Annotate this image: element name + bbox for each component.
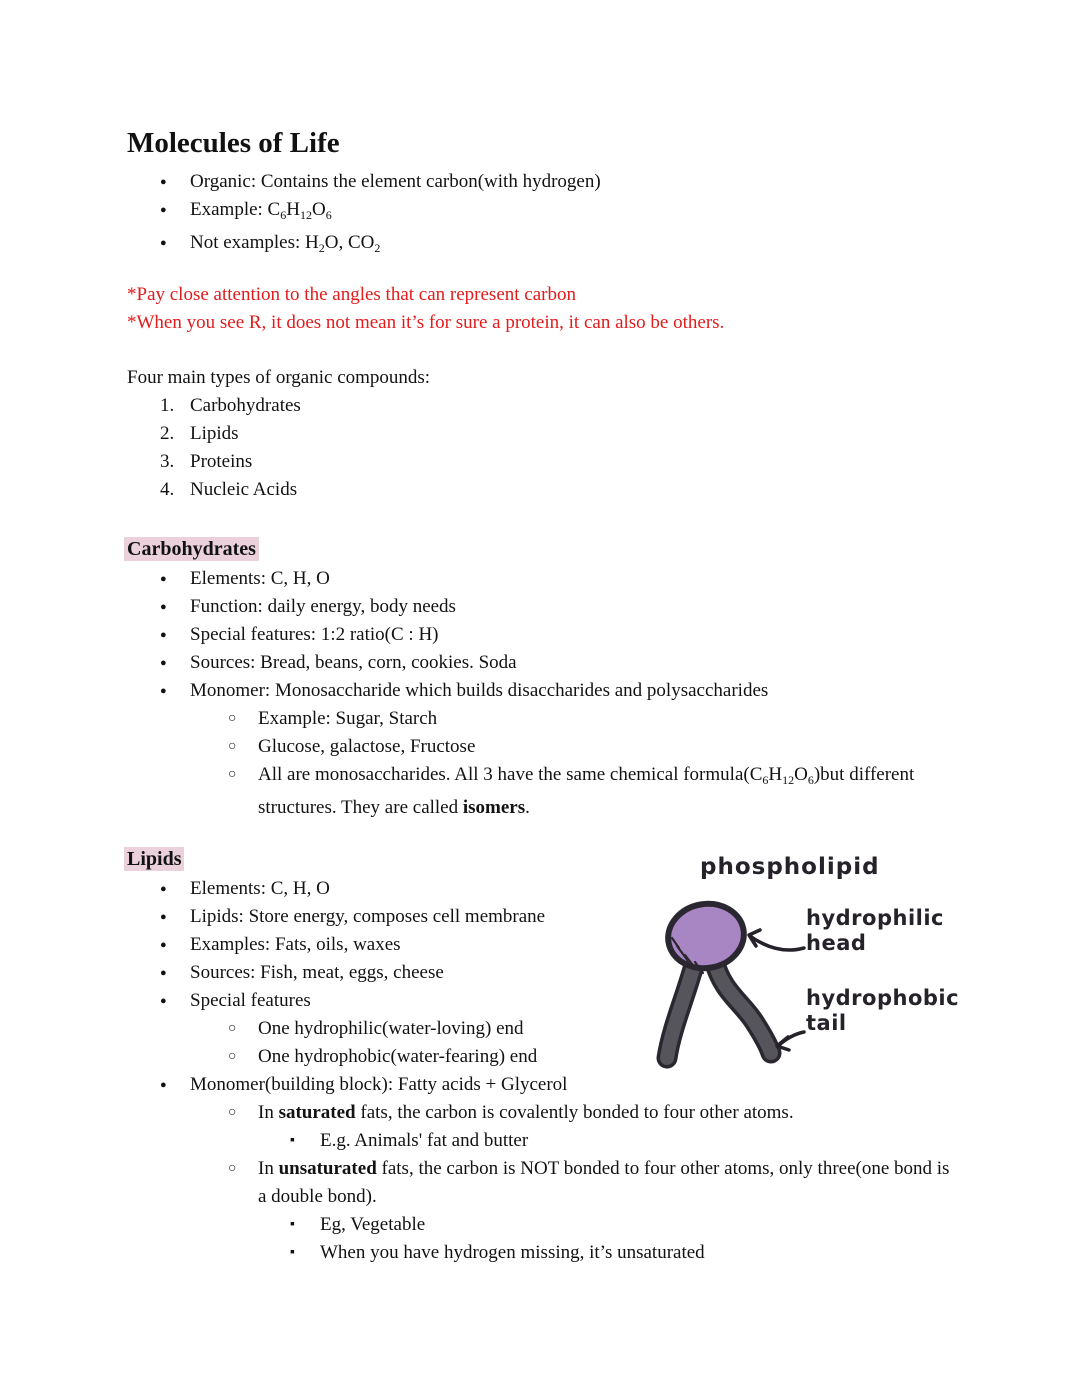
list-item-text: Monomer: Monosaccharide which builds disaccharides and polysaccharides	[190, 680, 769, 701]
bullet-disc-icon: ●	[160, 176, 167, 188]
list-item	[127, 565, 957, 593]
list-item-text: Elements: C, H, O	[190, 878, 330, 899]
bullet-disc-icon: ●	[160, 685, 167, 697]
bullet-circle-icon: ○	[228, 711, 237, 726]
bullet-circle-icon: ○	[228, 1161, 237, 1176]
list-item-text: Special features	[190, 990, 311, 1011]
list-item	[127, 168, 957, 196]
list-item-text: Example: Sugar, Starch	[258, 708, 438, 729]
list-item-text: E.g. Animals' fat and butter	[320, 1130, 529, 1151]
bullet-circle-icon: ○	[228, 1049, 237, 1064]
numbered-item-text: Nucleic Acids	[190, 479, 298, 500]
bullet-circle-icon: ○	[228, 1021, 237, 1036]
tail-arrow	[777, 1032, 804, 1050]
list-item-text: Special features: 1:2 ratio(C : H)	[190, 624, 439, 645]
label-line: tail	[806, 1011, 847, 1035]
list-item-text: Sources: Bread, beans, corn, cookies. Soda	[190, 652, 517, 673]
bullet-disc-icon: ●	[160, 1079, 167, 1091]
number-label: 3.	[160, 451, 175, 472]
list-item	[127, 229, 957, 262]
list-item-text: One hydrophobic(water-fearing) end	[258, 1046, 538, 1067]
list-item	[127, 593, 957, 621]
list-item-text: Monomer(building block): Fatty acids + Glycerol	[190, 1074, 568, 1095]
list-item-text: Eg, Vegetable	[320, 1214, 426, 1235]
bullet-disc-icon: ●	[160, 237, 167, 249]
list-item	[127, 1211, 957, 1239]
figure-caption: phospholipid	[700, 854, 880, 880]
bullet-circle-icon: ○	[228, 739, 237, 754]
bullet-square-icon: ▪	[290, 1245, 295, 1260]
bullet-disc-icon: ●	[160, 204, 167, 216]
list-item-text: All are monosaccharides. All 3 have the same chemical $formula(C_6H_{12}O_6)but$ different structures. They are called isomers.	[258, 764, 915, 818]
page-title: Molecules of Life	[127, 127, 340, 159]
hydrophobic-tail-label	[806, 986, 959, 1036]
warning-notes	[127, 281, 957, 337]
list-item	[127, 705, 957, 733]
numbered-item	[127, 392, 957, 420]
hydrophilic-head-label	[806, 906, 944, 956]
bullet-disc-icon: ●	[160, 629, 167, 641]
list-item-text: Organic: Contains the element carbon(with hydrogen)	[190, 171, 601, 192]
head-arrow	[749, 930, 804, 950]
list-item	[127, 761, 957, 822]
bullet-disc-icon: ●	[160, 573, 167, 585]
numbered-item-text: Proteins	[190, 451, 253, 472]
label-line: hydrophilic	[806, 906, 944, 930]
list-item-text: Elements: C, H, O	[190, 568, 330, 589]
bullet-square-icon: ▪	[290, 1133, 295, 1148]
list-item-text: Glucose, galactose, Fructose	[258, 736, 476, 757]
number-label: 2.	[160, 423, 175, 444]
list-item-text: Example: $C_6H_{12}O_6$	[190, 199, 332, 222]
numbered-item-text: Lipids	[190, 423, 239, 444]
bullet-disc-icon: ●	[160, 601, 167, 613]
number-label: 4.	[160, 479, 175, 500]
list-item-text: Examples: Fats, oils, waxes	[190, 934, 401, 955]
bullet-disc-icon: ●	[160, 911, 167, 923]
section-heading-carbohydrates	[127, 535, 957, 565]
four-types-heading: Four main types of organic compounds:	[127, 367, 431, 388]
four-types-section	[127, 364, 957, 504]
list-item-text: In unsaturated fats, the carbon is NOT bonded to four other atoms, only three(one bond is a double bond).	[258, 1158, 950, 1207]
hydrophobic-tails	[667, 958, 771, 1058]
carbohydrates-section	[127, 535, 957, 822]
list-item	[127, 649, 957, 677]
bullet-disc-icon: ●	[160, 995, 167, 1007]
numbered-item-text: Carbohydrates	[190, 395, 301, 416]
list-item	[127, 1127, 957, 1155]
list-item-text: Not examples: $H_2O$, $CO_2$	[190, 232, 381, 255]
list-item-text: One hydrophilic(water-loving) end	[258, 1018, 524, 1039]
bullet-circle-icon: ○	[228, 1105, 237, 1120]
list-item	[127, 196, 957, 229]
bullet-disc-icon: ●	[160, 967, 167, 979]
warning-line: *When you see R, it does not mean it’s for sure a protein, it can also be others.	[127, 312, 725, 333]
bullet-square-icon: ▪	[290, 1217, 295, 1232]
list-item-text: Function: daily energy, body needs	[190, 596, 456, 617]
list-item	[127, 677, 957, 705]
list-item	[127, 1099, 957, 1127]
numbered-item	[127, 448, 957, 476]
numbered-item	[127, 476, 957, 504]
hydrophilic-head-shape	[663, 898, 749, 974]
bullet-disc-icon: ●	[160, 883, 167, 895]
warning-line: *Pay close attention to the angles that can represent carbon	[127, 284, 576, 305]
list-item	[127, 1155, 957, 1211]
list-item-text: When you have hydrogen missing, it’s unsaturated	[320, 1242, 705, 1263]
bullet-disc-icon: ●	[160, 657, 167, 669]
numbered-item	[127, 420, 957, 448]
phospholipid-drawing	[652, 846, 964, 1078]
list-item	[127, 733, 957, 761]
list-item	[127, 1239, 957, 1267]
list-item-text: In saturated fats, the carbon is covalently bonded to four other atoms.	[258, 1102, 794, 1123]
list-item-text: Sources: Fish, meat, eggs, cheese	[190, 962, 444, 983]
label-line: hydrophobic	[806, 986, 960, 1010]
title-section	[127, 126, 957, 262]
bullet-circle-icon: ○	[228, 767, 237, 782]
bullet-disc-icon: ●	[160, 939, 167, 951]
list-item	[127, 621, 957, 649]
highlighted-heading: Lipids	[124, 847, 184, 871]
highlighted-heading: Carbohydrates	[124, 537, 259, 561]
label-line: head	[806, 931, 867, 955]
list-item-text: Lipids: Store energy, composes cell membrane	[190, 906, 546, 927]
phospholipid-figure	[652, 846, 964, 1078]
number-label: 1.	[160, 395, 175, 416]
